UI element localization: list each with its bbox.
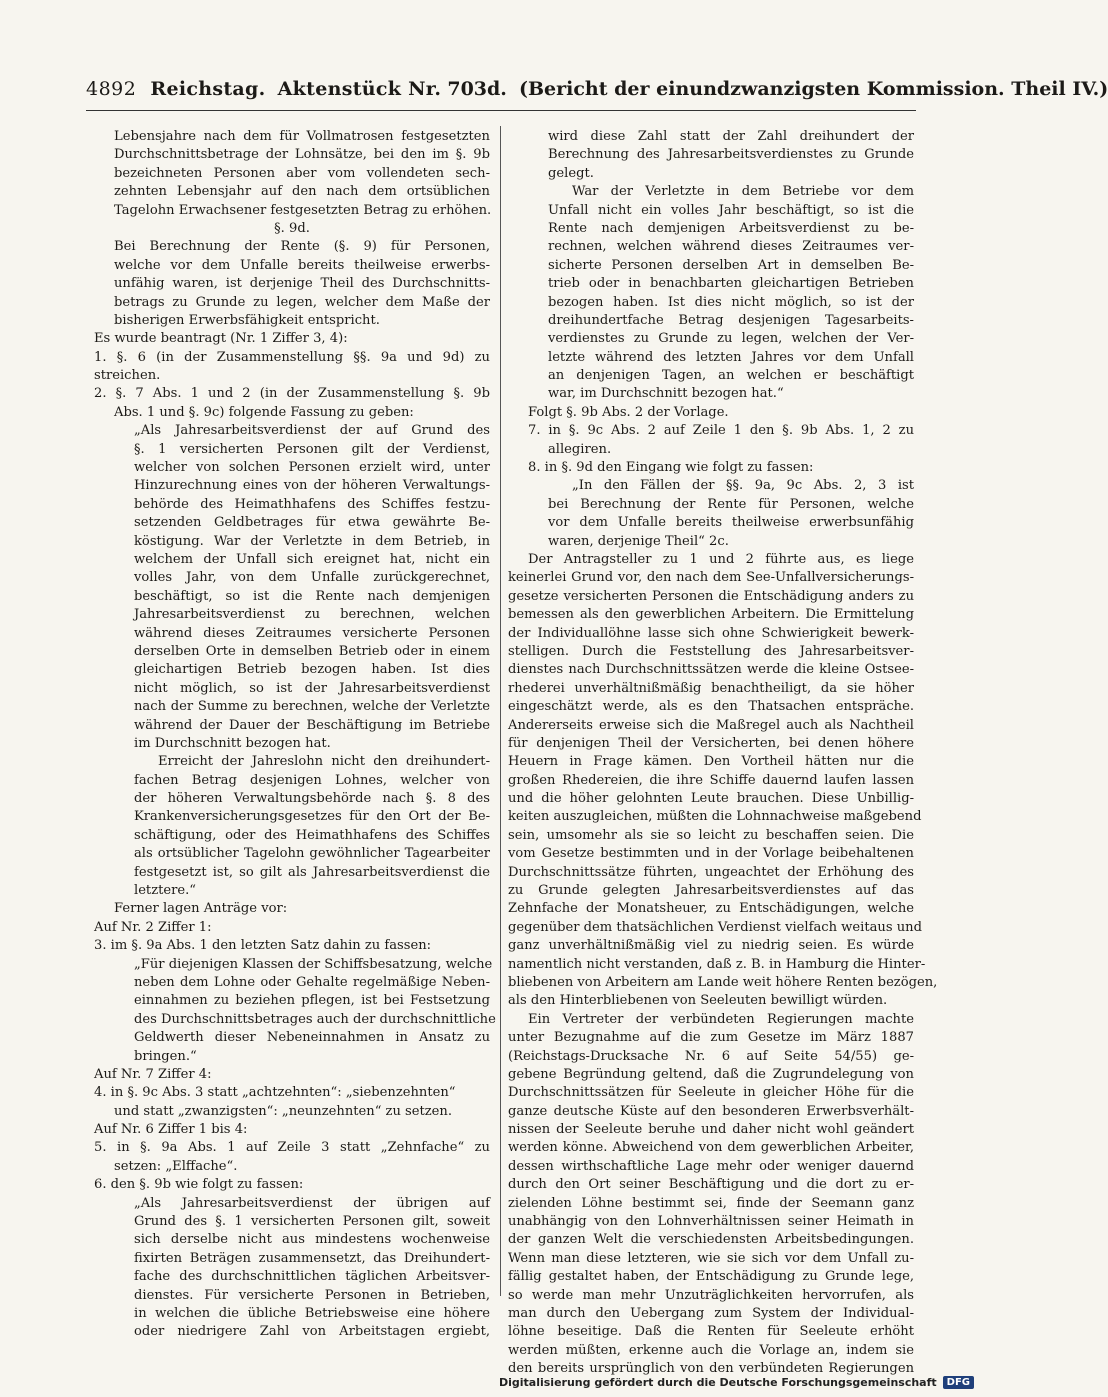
left-column-line: §. 1 versicherten Personen gilt der Verdienst, bbox=[134, 441, 490, 457]
right-column-line: (Reichstags-Drucksache Nr. 6 auf Seite 54/55) ge- bbox=[508, 1048, 914, 1064]
left-column-line: Durchschnittsbetrage der Lohnsätze, bei den im §. 9b bbox=[114, 147, 490, 163]
right-column-line: durch den Ort seiner Beschäftigung und die dort zu er- bbox=[508, 1177, 914, 1193]
left-column-line: nach der Summe zu berechnen, welche der Verletzte bbox=[134, 699, 490, 715]
right-column-line: „In den Fällen der §§. 9a, 9c Abs. 2, 3 ist bbox=[572, 478, 914, 494]
right-column-line: nissen der Seeleute beruhe und daher nicht wohl geändert bbox=[508, 1122, 914, 1138]
left-column-line: streichen. bbox=[94, 368, 161, 384]
right-column-line: Ein Vertreter der verbündeten Regierungen machte bbox=[528, 1011, 914, 1027]
right-column-line: werden könne. Abweichend von dem gewerblichen Arbeiter, bbox=[508, 1140, 914, 1156]
left-column-line: unfähig waren, ist derjenige Theil des Durchschnitts- bbox=[114, 276, 490, 292]
left-column-line: volles Jahr, von dem Unfalle zurückgerechnet, bbox=[134, 570, 490, 586]
right-column-line: dessen wirthschaftliche Lage mehr oder weniger dauernd bbox=[508, 1158, 914, 1174]
left-column-line: derselben Orte in demselben Betrieb oder in einem bbox=[134, 643, 490, 659]
left-column-line: zehnten Lebensjahr auf den nach dem ortsüblichen bbox=[114, 184, 490, 200]
header-title: Reichstag. bbox=[150, 78, 266, 100]
right-column-line: dreihundertfache Betrag desjenigen Tagesarbeits- bbox=[548, 312, 914, 328]
left-column-line: setzen: „Elffache“. bbox=[114, 1158, 238, 1174]
right-column-line: Folgt §. 9b Abs. 2 der Vorlage. bbox=[528, 404, 729, 420]
right-column-line: Rente nach demjenigen Arbeitsverdienst zu be- bbox=[548, 220, 914, 236]
right-column-line: Wenn man diese letzteren, wie sie sich vor dem Unfall zu- bbox=[508, 1250, 914, 1266]
left-column-line: und statt „zwanzigsten“: „neunzehnten“ zu setzen. bbox=[114, 1103, 453, 1119]
left-column-line: in welchen die übliche Betriebsweise eine höhere bbox=[134, 1306, 490, 1321]
right-column-line: gesetze versicherten Personen die Entschädigung anders zu bbox=[508, 588, 914, 604]
left-column-line: fachen Betrag desjenigen Lohnes, welcher von bbox=[134, 772, 490, 788]
right-column-line: gegenüber dem thatsächlichen Verdienst vielfach weitaus und bbox=[508, 919, 922, 935]
left-column-line: einnahmen zu beziehen pflegen, ist bei Festsetzung bbox=[134, 993, 490, 1009]
right-column-line: stelligen. Durch die Feststellung des Jahresarbeitsver- bbox=[508, 643, 914, 659]
left-column-line: behörde des Heimathhafens des Schiffes festzu- bbox=[134, 496, 490, 512]
right-column-line: sein, umsomehr als sie so leicht zu beschaffen seien. Die bbox=[508, 827, 914, 843]
right-column-line: als den Hinterbliebenen von Seeleuten bewilligt würden. bbox=[508, 993, 888, 1009]
right-column-line: großen Rhedereien, die ihre Schiffe dauernd laufen lassen bbox=[508, 772, 914, 788]
left-column-line: letztere.“ bbox=[134, 883, 196, 899]
left-column-line: welchem der Unfall sich ereignet hat, nicht ein bbox=[134, 551, 490, 567]
right-column-line: zu Grunde gelegten Jahresarbeitsverdienstes auf das bbox=[508, 883, 914, 899]
left-column-line: betrags zu Grunde zu legen, welcher dem Maße der bbox=[114, 294, 490, 310]
right-column-line: an denjenigen Tagen, an welchen er beschäftigt bbox=[548, 368, 914, 384]
left-column bbox=[94, 128, 496, 1342]
right-column-line: für denjenigen Theil der Versicherten, bei denen höhere bbox=[508, 735, 914, 751]
left-column-line: fache des durchschnittlichen täglichen Arbeitsver- bbox=[134, 1269, 490, 1285]
right-column-line: 8. in §. 9d den Eingang wie folgt zu fassen: bbox=[528, 460, 814, 476]
left-column-line: 1. §. 6 (in der Zusammenstellung §§. 9a und 9d) zu bbox=[94, 349, 490, 365]
right-column-line: man durch den Uebergang zum System der Individual- bbox=[508, 1306, 914, 1321]
left-column-line: schäftigung, oder des Heimathhafens des Schiffes bbox=[134, 827, 490, 843]
right-column-line: Berechnung des Jahresarbeitsverdienstes zu Grunde bbox=[548, 147, 914, 163]
left-column-line: „Als Jahresarbeitsverdienst der auf Grund des bbox=[134, 423, 490, 439]
right-column-line: den bereits ursprünglich von den verbündeten Regierungen bbox=[508, 1361, 914, 1377]
right-column-line: dienstes nach Durchschnittssätzen werde die kleine Ostsee- bbox=[508, 662, 914, 678]
right-column-line: der Individuallöhne lasse sich ohne Schwierigkeit bewerk- bbox=[508, 625, 914, 641]
right-column-line: unabhängig von den Lohnverhältnissen seiner Heimath in bbox=[508, 1214, 914, 1230]
footer bbox=[499, 1376, 974, 1389]
right-column-line: gebene Begründung geltend, daß die Zugrundelegung von bbox=[508, 1066, 914, 1082]
left-column-line: während dieses Zeitraumes versicherte Personen bbox=[134, 625, 490, 641]
left-column-line: fixirten Beträgen zusammensetzt, das Dreihundert- bbox=[134, 1250, 490, 1266]
right-column-line: vom Gesetze bestimmten und in der Vorlage beibehaltenen bbox=[508, 846, 914, 862]
left-column-line: Bei Berechnung der Rente (§. 9) für Personen, bbox=[114, 239, 490, 255]
left-column-line: 6. den §. 9b wie folgt zu fassen: bbox=[94, 1177, 304, 1193]
right-column-line: fällig gestaltet haben, der Entschädigung zu Grunde lege, bbox=[508, 1269, 914, 1285]
header-rule bbox=[86, 110, 916, 111]
left-column-line: setzenden Geldbetrages für etwa gewährte Be- bbox=[134, 515, 490, 531]
right-column-line: Heuern in Frage kämen. Den Vortheil hätten nur die bbox=[508, 754, 914, 770]
right-column-line: trieb oder in benachbarten gleichartigen Betrieben bbox=[548, 276, 914, 292]
right-column-line: 7. in §. 9c Abs. 2 auf Zeile 1 den §. 9b Abs. 1, 2 zu bbox=[528, 423, 914, 439]
right-column-line: keinerlei Grund vor, den nach dem See-Unfallversicherungs- bbox=[508, 570, 914, 586]
right-column-line: war, im Durchschnitt bezogen hat.“ bbox=[548, 386, 784, 402]
left-column-line: nicht möglich, so ist der Jahresarbeitsverdienst bbox=[134, 680, 490, 696]
right-column-line: rhederei unverhältnißmäßig benachtheiligt, da sie höher bbox=[508, 680, 914, 696]
left-column-line: als ortsüblicher Tagelohn gewöhnlicher Tagearbeiter bbox=[134, 846, 490, 862]
page-header bbox=[86, 78, 1108, 108]
right-column-line: unter Bezugnahme auf die zum Gesetze im März 1887 bbox=[508, 1030, 914, 1046]
right-column-line: War der Verletzte in dem Betriebe vor dem bbox=[572, 184, 914, 200]
left-column-line: „Für diejenigen Klassen der Schiffsbesatzung, welche bbox=[134, 956, 493, 972]
left-column-line: 4. in §. 9c Abs. 3 statt „achtzehnten“: „siebenzehnten“ bbox=[94, 1085, 456, 1101]
left-column-line: des Durchschnittsbetrages auch der durchschnittliche bbox=[134, 1011, 496, 1027]
right-column-line: der ganzen Welt die verschiedensten Arbeitsbedingungen. bbox=[508, 1232, 914, 1248]
left-column-line: Erreicht der Jahreslohn nicht den dreihundert- bbox=[158, 754, 490, 770]
right-column-line: bei Berechnung der Rente für Personen, welche bbox=[548, 496, 914, 512]
right-column-line: zielenden Löhne bestimmt sei, finde der Seemann ganz bbox=[508, 1195, 914, 1211]
right-column-line: Zehnfache der Monatsheuer, zu Entschädigungen, welche bbox=[508, 901, 914, 917]
left-column-line: sich derselbe nicht aus mindestens wochenweise bbox=[134, 1232, 490, 1248]
left-column-line: Auf Nr. 2 Ziffer 1: bbox=[94, 919, 212, 935]
left-column-line: Tagelohn Erwachsener festgesetzten Betrag zu erhöhen. bbox=[114, 202, 492, 218]
left-column-line: gleichartigen Betrieb bezogen haben. Ist dies bbox=[134, 662, 490, 678]
left-column-line: Jahresarbeitsverdienst zu berechnen, welchen bbox=[134, 607, 490, 623]
left-column-line: Krankenversicherungsgesetzes für den Ort der Be- bbox=[134, 809, 490, 825]
right-column-line: Andererseits erweise sich die Maßregel auch als Nachtheil bbox=[508, 717, 914, 733]
right-column-line: und die höher gelohnten Leute brauchen. Diese Unbillig- bbox=[508, 791, 914, 807]
right-column-line: werden müßten, erkenne auch die Vorlage an, indem sie bbox=[508, 1342, 914, 1358]
left-column-line: dienstes. Für versicherte Personen in Betrieben, bbox=[134, 1287, 490, 1303]
left-column-line: Lebensjahre nach dem für Vollmatrosen festgesetzten bbox=[114, 129, 490, 144]
right-column-line: rechnen, welchen während dieses Zeitraumes ver- bbox=[548, 239, 914, 255]
left-column-line: welcher von solchen Personen erzielt wird, unter bbox=[134, 460, 490, 476]
left-column-line: der höheren Verwaltungsbehörde nach §. 8 des bbox=[134, 791, 490, 807]
left-column-line: 3. im §. 9a Abs. 1 den letzten Satz dahin zu fassen: bbox=[94, 938, 432, 954]
right-column-line: allegiren. bbox=[548, 441, 612, 457]
right-column-line: gelegt. bbox=[548, 165, 594, 181]
left-column-line: im Durchschnitt bezogen hat. bbox=[134, 735, 331, 751]
right-column-line: Durchschnittssätzen für Seeleute in gleicher Höhe für die bbox=[508, 1085, 914, 1101]
right-column-line: waren, derjenige Theil“ 2c. bbox=[548, 533, 729, 549]
left-column-line: bisherigen Erwerbsfähigkeit entspricht. bbox=[114, 312, 380, 328]
column-divider bbox=[500, 126, 501, 1296]
right-column-line: Der Antragsteller zu 1 und 2 führte aus, es liege bbox=[528, 551, 914, 567]
right-column-line: so werde man mehr Unzuträglichkeiten hervorrufen, als bbox=[508, 1287, 914, 1303]
left-column-line: 5. in §. 9a Abs. 1 auf Zeile 3 statt „Zehnfache“ zu bbox=[94, 1140, 490, 1156]
left-column-line: Abs. 1 und §. 9c) folgende Fassung zu geben: bbox=[114, 404, 414, 420]
header-subtitle: (Bericht der einundzwanzigsten Kommission. Theil IV.) bbox=[519, 78, 1108, 100]
left-column-line: Grund des §. 1 versicherten Personen gilt, soweit bbox=[134, 1214, 490, 1230]
header-doc-number: 703d. bbox=[447, 78, 507, 100]
left-column-line: Geldwerth dieser Nebeneinnahmen in Ansatz zu bbox=[134, 1030, 490, 1046]
left-column-line: Es wurde beantragt (Nr. 1 Ziffer 3, 4): bbox=[94, 331, 348, 347]
right-column-line: löhne beseitige. Daß die Renten für Seeleute erhöht bbox=[508, 1324, 914, 1340]
footer-text: Digitalisierung gefördert durch die Deutsche Forschungsgemeinschaft bbox=[498, 1376, 937, 1389]
left-column-line: während der Dauer der Beschäftigung im Betriebe bbox=[134, 717, 490, 733]
right-column-line: sicherte Personen derselben Art in demselben Be- bbox=[548, 257, 914, 273]
dfg-logo: DFG bbox=[943, 1376, 974, 1389]
left-column-line: Auf Nr. 7 Ziffer 4: bbox=[94, 1066, 212, 1082]
left-column-line: festgesetzt ist, so gilt als Jahresarbeitsverdienst die bbox=[134, 864, 490, 880]
right-column-line: Unfall nicht ein volles Jahr beschäftigt, so ist die bbox=[548, 202, 914, 218]
right-column-line: namentlich nicht verstanden, daß z. B. in Hamburg die Hinter- bbox=[508, 956, 926, 972]
page-number: 4892 bbox=[86, 78, 137, 100]
left-column-line: beschäftigt, so ist die Rente nach demjenigen bbox=[134, 588, 490, 604]
left-column-line: köstigung. War der Verletzte in dem Betrieb, in bbox=[134, 533, 490, 549]
left-column-line: welche vor dem Unfalle bereits theilweise erwerbs- bbox=[114, 257, 490, 273]
right-column bbox=[508, 128, 938, 1379]
left-column-line: „Als Jahresarbeitsverdienst der übrigen auf bbox=[134, 1195, 490, 1211]
right-column-line: vor dem Unfalle bereits theilweise erwerbsunfähig bbox=[548, 515, 914, 531]
left-column-line: bezeichneten Personen aber vom vollendeten sech- bbox=[114, 165, 490, 181]
right-column-line: bliebenen von Arbeitern am Lande weit höhere Renten bezögen, bbox=[508, 974, 938, 990]
left-column-line: 2. §. 7 Abs. 1 und 2 (in der Zusammenstellung §. 9b bbox=[94, 386, 490, 402]
right-column-line: bemessen als den gewerblichen Arbeitern. Die Ermittelung bbox=[508, 607, 914, 623]
left-column-line: bringen.“ bbox=[134, 1048, 197, 1064]
right-column-line: ganze deutsche Küste auf den besonderen Erwerbsverhält- bbox=[508, 1103, 914, 1119]
right-column-line: Durchschnittssätze führten, ungeachtet der Erhöhung des bbox=[508, 864, 914, 880]
right-column-line: keiten auszugleichen, müßten die Lohnnachweise maßgebend bbox=[508, 809, 922, 825]
right-column-line: bezogen haben. Ist dies nicht möglich, so ist der bbox=[548, 294, 914, 310]
left-column-line: Hinzurechnung eines von der höheren Verwaltungs- bbox=[134, 478, 490, 494]
right-column-line: wird diese Zahl statt der Zahl dreihundert der bbox=[548, 129, 914, 144]
right-column-line: verdienstes zu Grunde zu legen, welchen der Ver- bbox=[548, 331, 914, 347]
left-column-line: Ferner lagen Anträge vor: bbox=[114, 901, 288, 917]
right-column-line: ganz unverhältnißmäßig viel zu niedrig seien. Es würde bbox=[508, 938, 914, 954]
left-column-line: oder niedrigere Zahl von Arbeitstagen ergiebt, bbox=[134, 1324, 490, 1340]
left-column-line: Auf Nr. 6 Ziffer 1 bis 4: bbox=[94, 1122, 248, 1138]
right-column-line: letzte während des letzten Jahres vor dem Unfall bbox=[548, 349, 914, 365]
left-column-line: neben dem Lohne oder Gehalte regelmäßige Neben- bbox=[134, 974, 490, 990]
right-column-line: eingeschätzt werde, als es den Thatsachen entspräche. bbox=[508, 699, 914, 715]
header-doc: Aktenstück Nr. bbox=[277, 78, 442, 100]
left-column-line: §. 9d. bbox=[274, 220, 310, 236]
